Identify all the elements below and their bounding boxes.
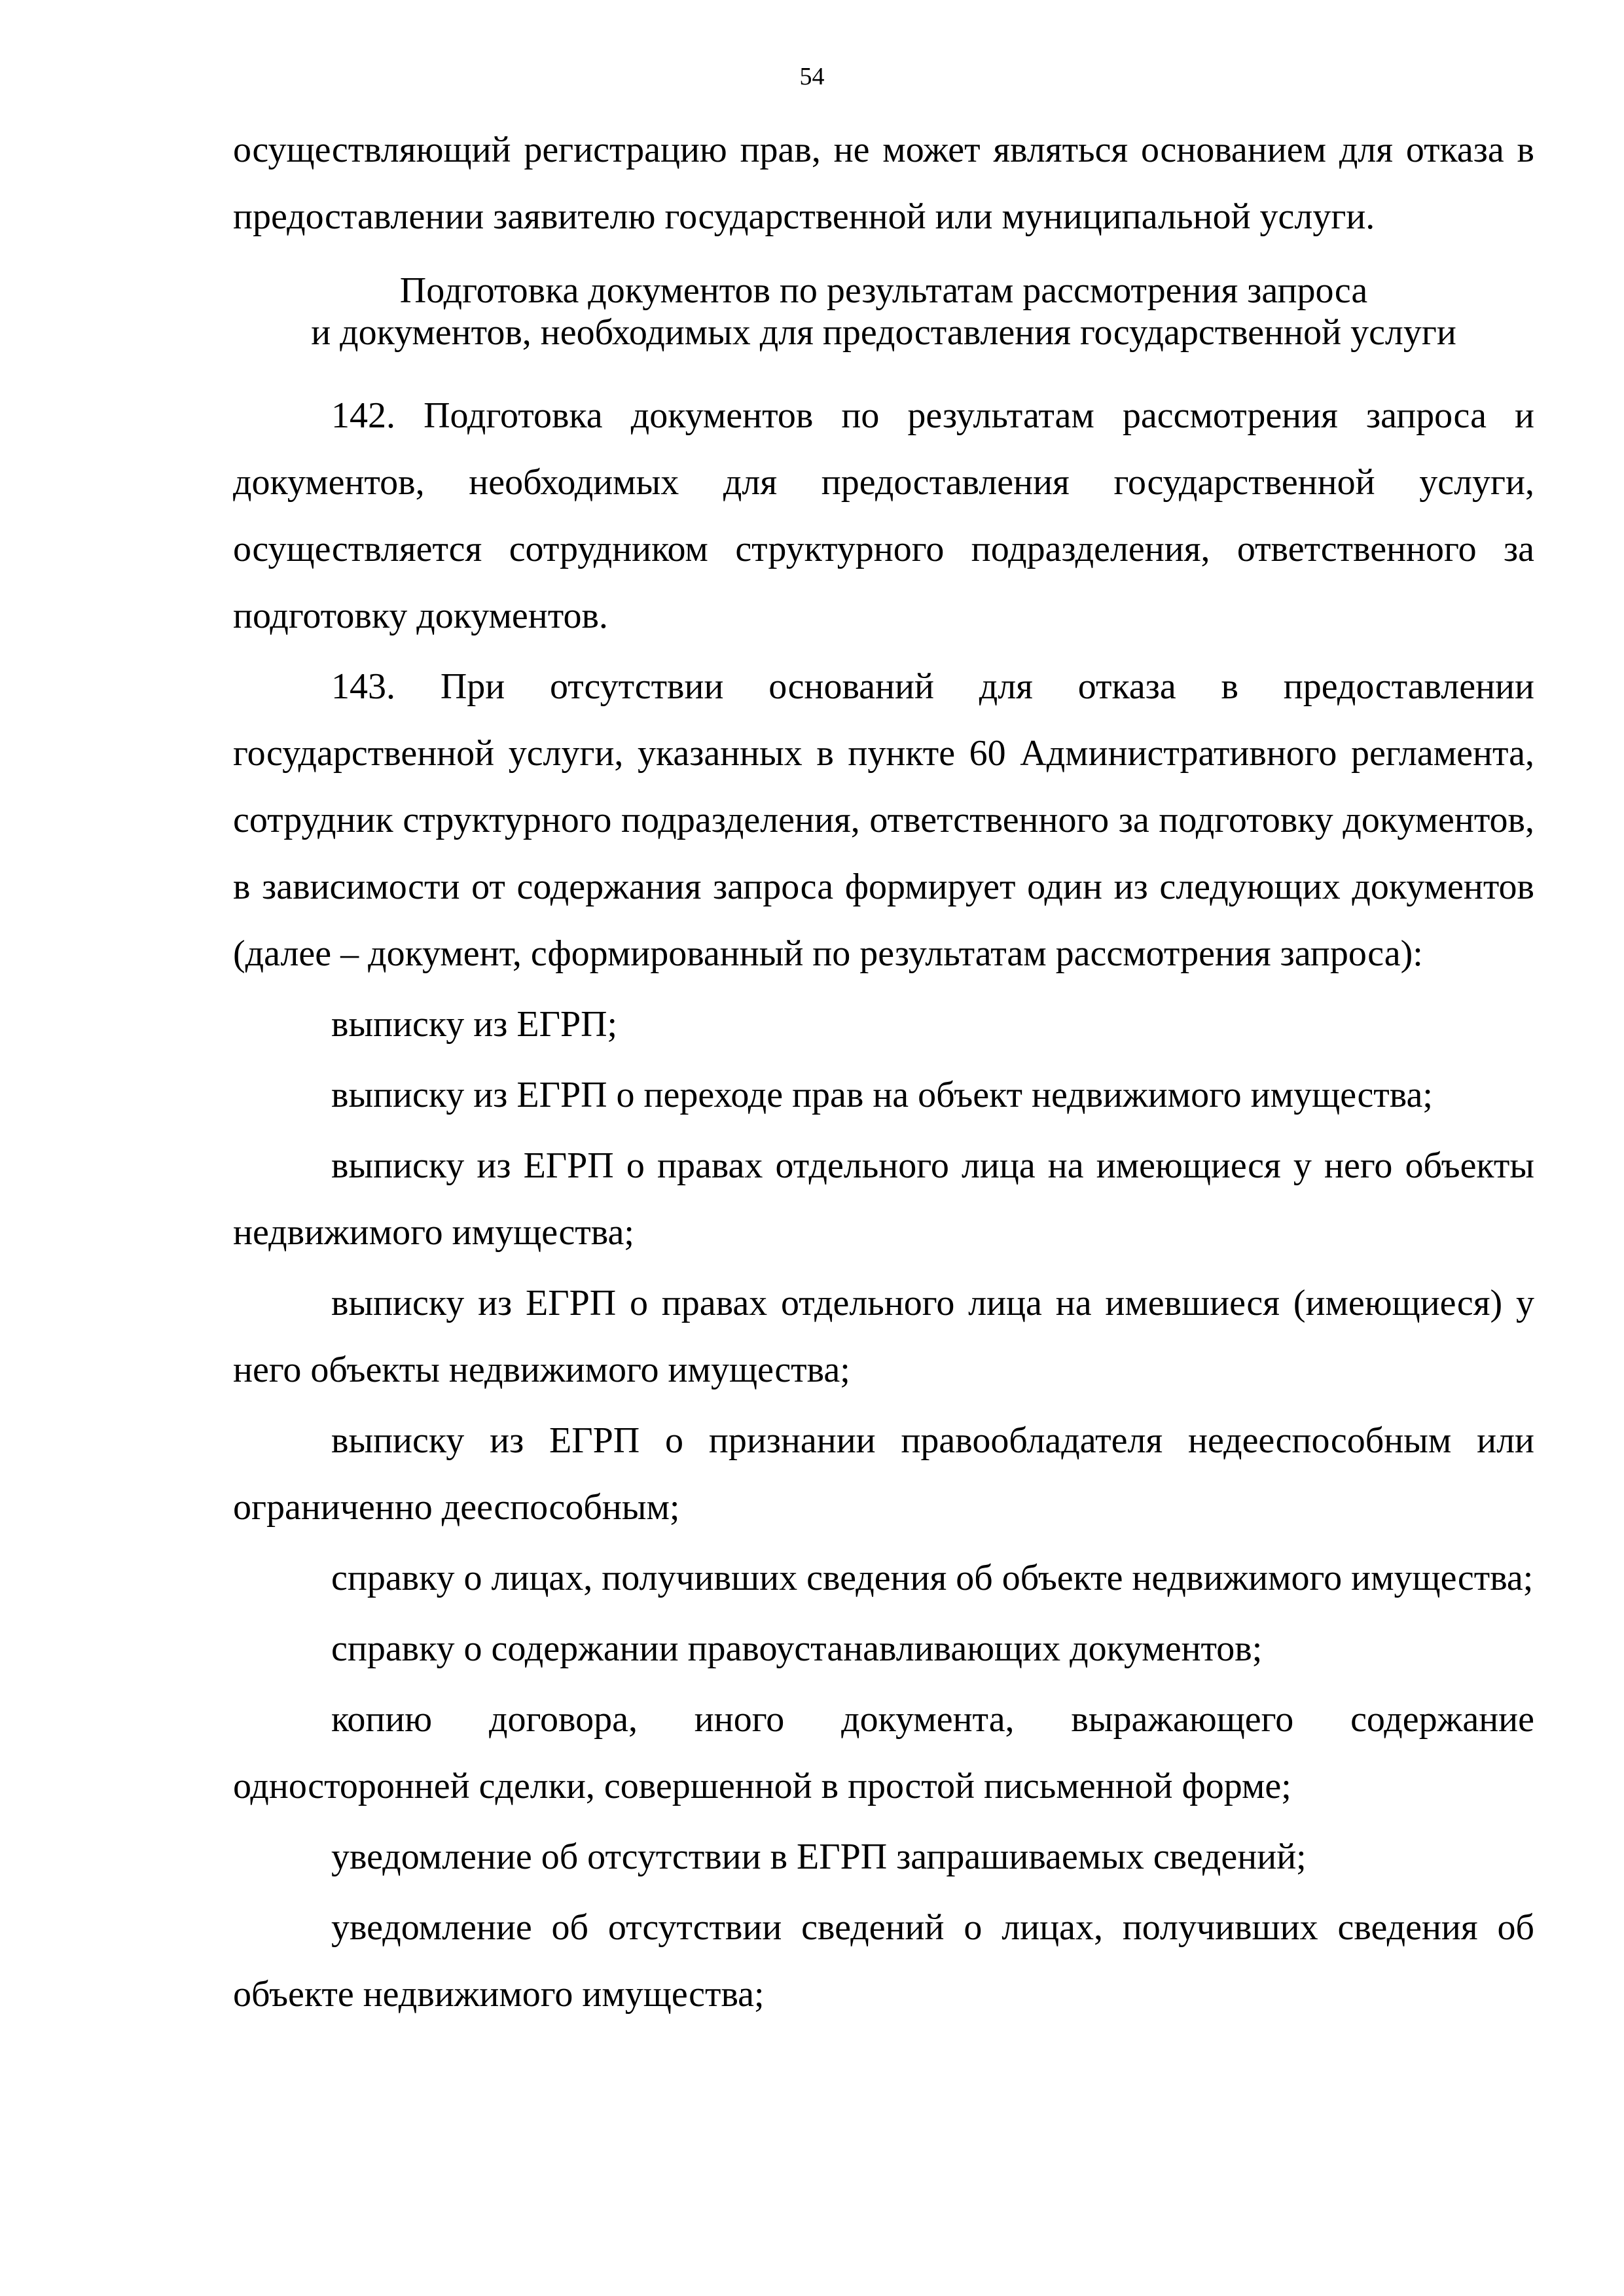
list-item: выписку из ЕГРП о признании правообладателя недееспособным или ограниченно дееспособным; <box>233 1420 1534 1528</box>
list-item: копию договора, иного документа, выражающего содержание односторонней сделки, совершенной в простой письменной форме; <box>233 1699 1534 1806</box>
list-item: справку о содержании правоустанавливающих документов; <box>331 1628 1263 1669</box>
list-item: выписку из ЕГРП о переходе прав на объект недвижимого имущества; <box>331 1075 1433 1115</box>
intro-paragraph: осуществляющий регистрацию прав, не может являться основанием для отказа в предоставлении заявителю государственной или муниципальной услуги. <box>233 130 1534 237</box>
section-heading-line-2: и документов, необходимых для предоставления государственной услуги <box>311 312 1456 353</box>
paragraph-142: 142. Подготовка документов по результатам рассмотрения запроса и документов, необходимых для предоставления государственной услуги, осуществляется сотрудником структурного подразделения, ответственного за подготовку документов. <box>233 395 1534 636</box>
list-item: справку о лицах, получивших сведения об объекте недвижимого имущества; <box>331 1558 1534 1598</box>
document-body <box>233 117 1534 2028</box>
list-item: уведомление об отсутствии сведений о лицах, получивших сведения об объекте недвижимого имущества; <box>233 1907 1534 2015</box>
list-item: уведомление об отсутствии в ЕГРП запрашиваемых сведений; <box>331 1837 1307 1877</box>
list-item: выписку из ЕГРП; <box>331 1004 618 1045</box>
section-heading-line-1: Подготовка документов по результатам рассмотрения запроса <box>399 270 1368 311</box>
list-item: выписку из ЕГРП о правах отдельного лица на имевшиеся (имеющиеся) у него объекты недвижимого имущества; <box>233 1283 1534 1390</box>
list-item: выписку из ЕГРП о правах отдельного лица на имеющиеся у него объекты недвижимого имущества; <box>233 1145 1534 1253</box>
page-number: 54 <box>799 63 825 90</box>
paragraph-143: 143. При отсутствии оснований для отказа в предоставлении государственной услуги, указанных в пункте 60 Административного регламента, сотрудник структурного подразделения, ответственного за подготовку документов, в зависимости от содержания запроса формирует один из следующих документов (далее – документ, сформированный по результатам рассмотрения запроса): <box>233 666 1534 974</box>
